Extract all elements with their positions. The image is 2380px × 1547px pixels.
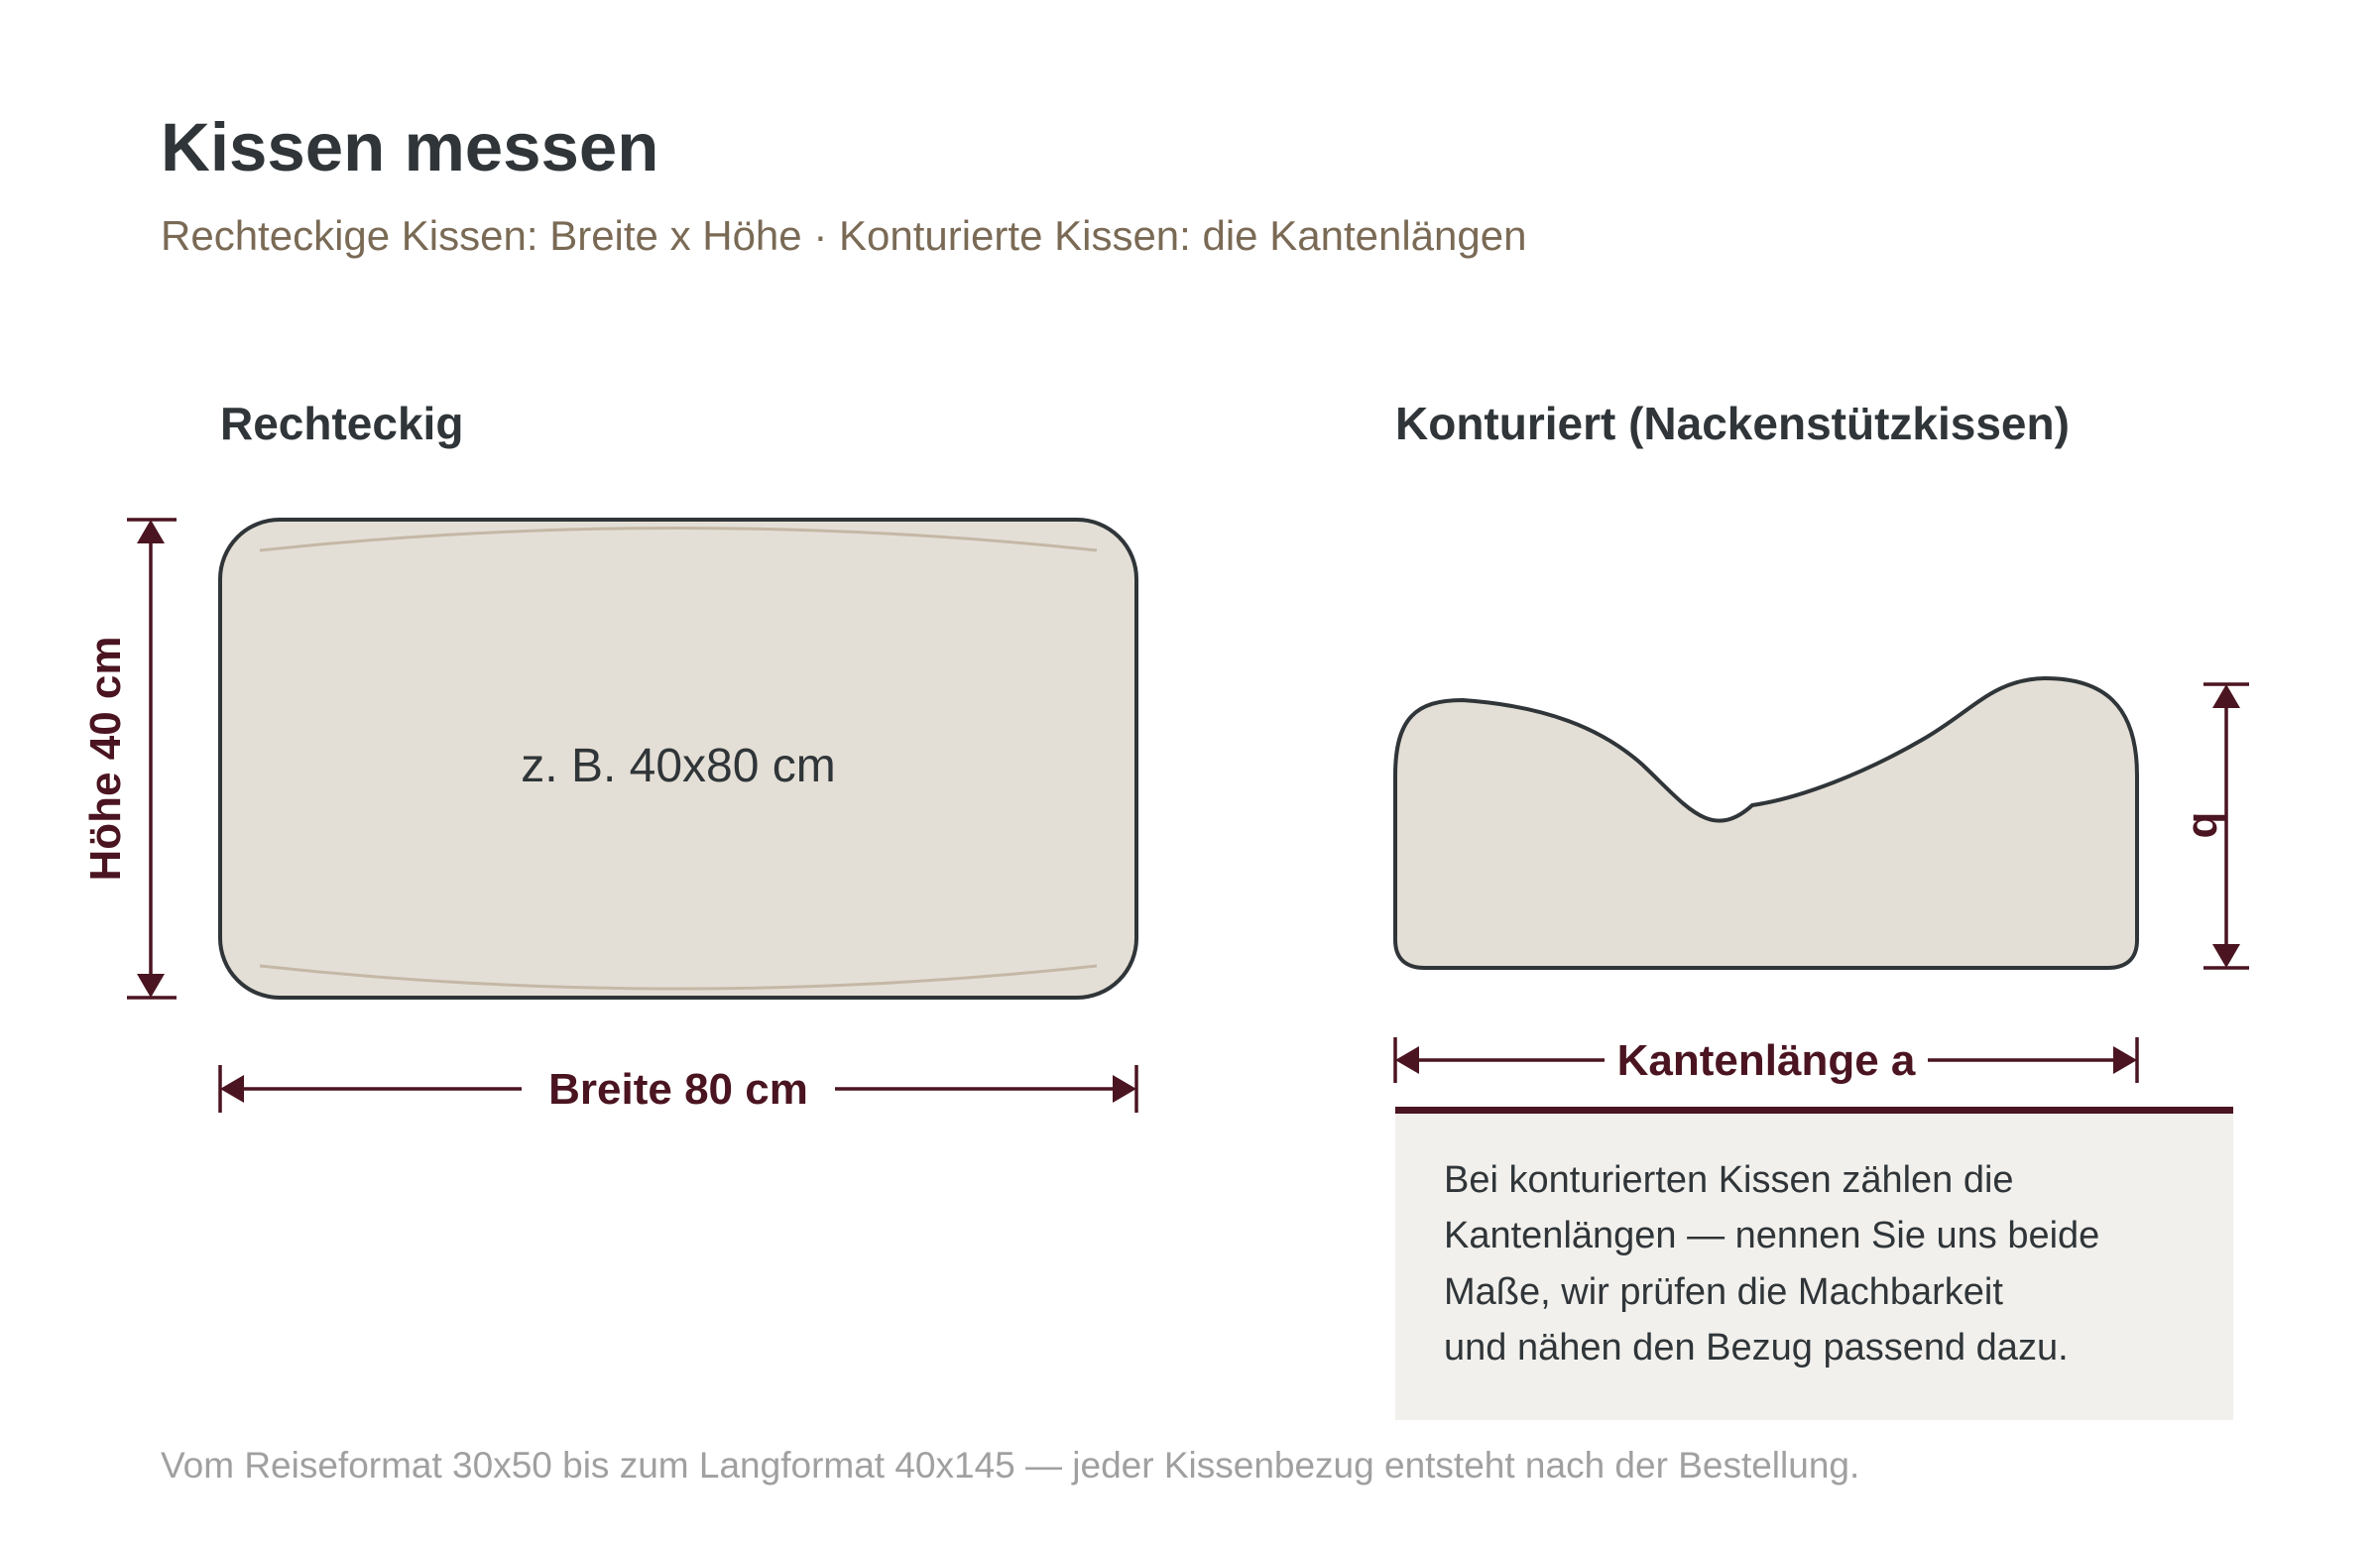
note-background	[1395, 1109, 2233, 1420]
rectangular-pillow	[220, 520, 1136, 998]
contoured-note	[1395, 1107, 2233, 1420]
note-line: Maße, wir prüfen die Machbarkeit	[1444, 1271, 2003, 1313]
edge-b-arrow-up-icon	[2212, 684, 2240, 708]
height-arrow-down-icon	[137, 974, 165, 998]
contoured-pillow-shape	[1395, 678, 2137, 968]
width-dimension	[220, 1065, 1136, 1114]
edge-b-arrow-down-icon	[2212, 944, 2240, 968]
note-accent-bar	[1395, 1107, 2233, 1114]
width-arrow-right-icon	[1113, 1075, 1136, 1103]
note-line: Bei konturierten Kissen zählen die	[1444, 1159, 2014, 1201]
page-title: Kissen messen	[161, 109, 659, 185]
footer-note: Vom Reiseformat 30x50 bis zum Langformat 40x145 — jeder Kissenbezug entsteht nach der Bestellung.	[161, 1445, 1860, 1486]
edge-a-dimension	[1395, 1036, 2137, 1085]
width-label: Breite 80 cm	[548, 1065, 808, 1114]
height-dimension	[81, 520, 177, 998]
example-size-label: z. B. 40x80 cm	[521, 740, 836, 792]
edge-a-arrow-left-icon	[1395, 1046, 1419, 1074]
edge-a-arrow-right-icon	[2113, 1046, 2137, 1074]
contoured-heading: Konturiert (Nackenstützkissen)	[1395, 398, 2070, 449]
width-arrow-left-icon	[220, 1075, 244, 1103]
note-line: Kantenlängen — nennen Sie uns beide	[1444, 1215, 2100, 1256]
edge-b-label: b	[2184, 811, 2232, 839]
height-arrow-up-icon	[137, 520, 165, 543]
rectangular-heading: Rechteckig	[220, 398, 464, 449]
height-label: Höhe 40 cm	[81, 636, 130, 882]
edge-a-label: Kantenlänge a	[1616, 1036, 1916, 1085]
note-line: und nähen den Bezug passend dazu.	[1444, 1327, 2069, 1368]
edge-b-dimension	[2184, 684, 2249, 968]
page-subtitle: Rechteckige Kissen: Breite x Höhe · Konturierte Kissen: die Kantenlängen	[161, 212, 1527, 259]
